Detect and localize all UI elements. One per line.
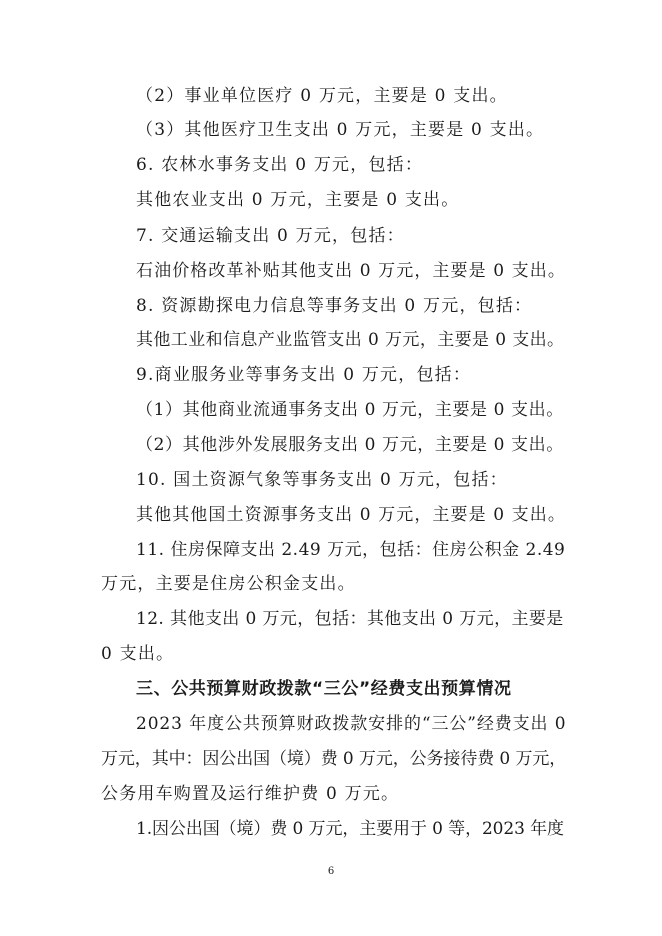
- section-item-7: 7. 交通运输支出 0 万元，包括：: [136, 226, 405, 246]
- paragraph-line: 2023 年度公共预算财政拨款安排的“三公”经费支出 0: [136, 714, 567, 734]
- section-item-12: 12. 其他支出 0 万元，包括：其他支出 0 万元，主要是: [136, 609, 564, 629]
- paragraph-line: （2）其他涉外发展服务支出 0 万元，主要是 0 支出。: [136, 435, 564, 455]
- section-item-10: 10. 国土资源气象等事务支出 0 万元，包括：: [136, 470, 508, 490]
- paragraph-line: 万元，主要是住房公积金支出。: [101, 574, 356, 594]
- paragraph-line: 其他其他国土资源事务支出 0 万元，主要是 0 支出。: [136, 505, 566, 525]
- section-item-9: 9.商业服务业等事务支出 0 万元，包括：: [136, 365, 472, 385]
- page-number: 6: [327, 866, 335, 877]
- section-item-11: 11. 住房保障支出 2.49 万元，包括：住房公积金 2.49: [136, 540, 566, 560]
- paragraph-line: （3）其他医疗卫生支出 0 万元，主要是 0 支出。: [136, 120, 545, 140]
- paragraph-line: 0 支出。: [101, 644, 175, 664]
- paragraph-line: （2）事业单位医疗 0 万元，主要是 0 支出。: [136, 86, 508, 106]
- paragraph-line: 其他农业支出 0 万元，主要是 0 支出。: [136, 190, 460, 210]
- paragraph-line: 其他工业和信息产业监管支出 0 万元，主要是 0 支出。: [136, 330, 565, 350]
- section-item-8: 8. 资源勘探电力信息等事务支出 0 万元，包括：: [136, 296, 533, 316]
- section-heading: 三、公共预算财政拨款“三公”经费支出预算情况: [136, 679, 512, 699]
- paragraph-line: （1）其他商业流通事务支出 0 万元，主要是 0 支出。: [136, 400, 564, 420]
- paragraph-line: 万元，其中：因公出国（境）费 0 万元，公务接待费 0 万元，: [101, 749, 567, 769]
- paragraph-line: 石油价格改革补贴其他支出 0 万元，主要是 0 支出。: [136, 261, 566, 281]
- paragraph-line: 1.因公出国（境）费 0 万元，主要用于 0 等，2023 年度: [136, 819, 564, 839]
- section-item-6: 6. 农林水事务支出 0 万元，包括：: [136, 155, 424, 175]
- paragraph-line: 公务用车购置及运行维护费 0 万元。: [101, 784, 400, 804]
